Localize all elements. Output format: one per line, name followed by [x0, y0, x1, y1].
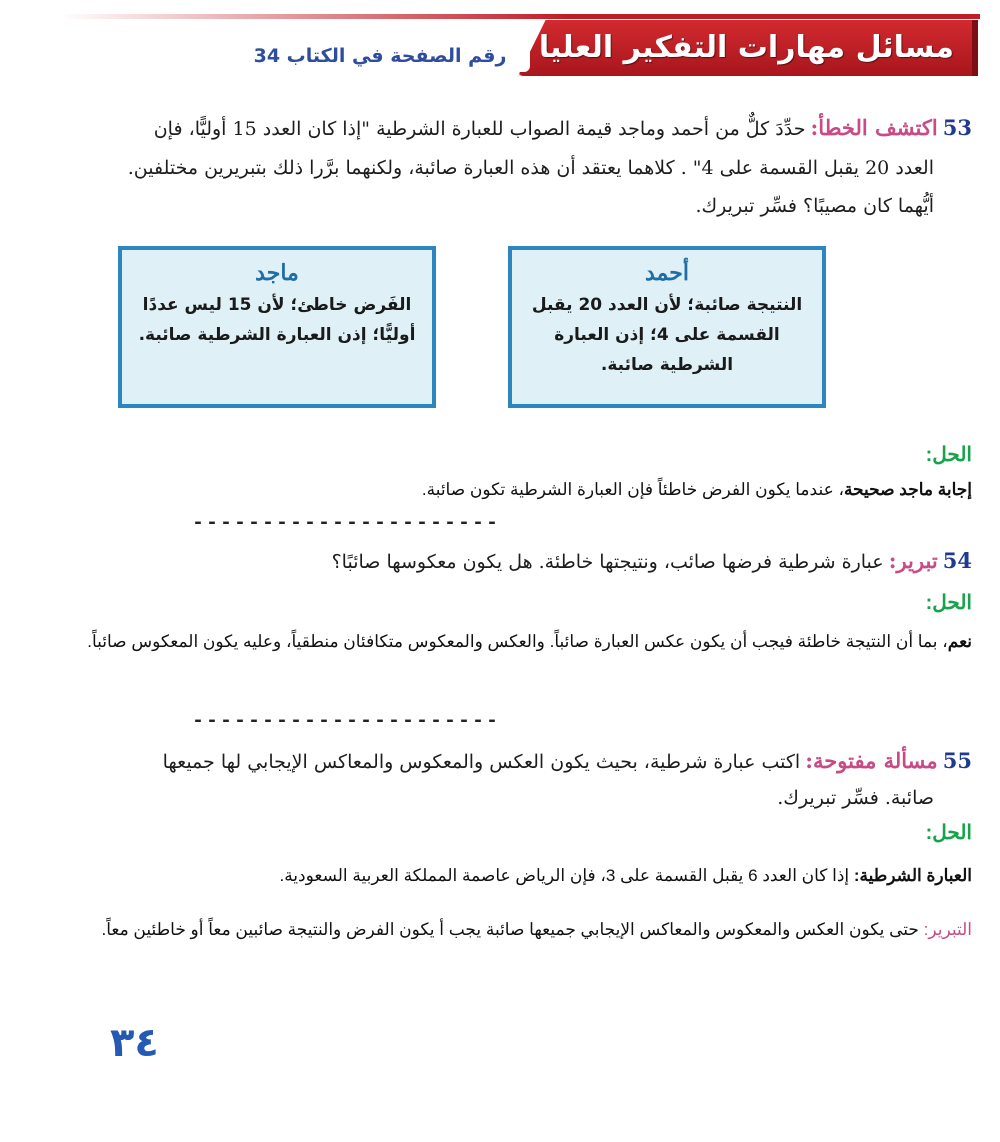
ahmed-text: النتيجة صائبة؛ لأن العدد 20 يقبل القسمة على 4؛ إذن العبارة الشرطية صائبة.: [531, 295, 803, 375]
header-banner-edge: [972, 20, 978, 76]
sol55-conditional: [28, 858, 972, 894]
separator-1: ----------------------: [191, 512, 500, 535]
q55-line2: [777, 782, 934, 814]
q55-label: مسألة مفتوحة:: [805, 748, 938, 773]
sol53-heading: الحل:: [925, 444, 972, 466]
sol54-rest: ، بما أن النتيجة خاطئة فيجب أن يكون عكس العبارة صائباً. والعكس والمعكوس متكافئان منطقياً، وعليه يكون المعكوس صائباً.: [87, 632, 948, 651]
sol55-reason-text: حتى يكون العكس والمعكوس والمعاكس الإيجابي جميعها صائبة يجب أ يكون الفرض والنتيجة صائبين معاً أو خاطئين معاً.: [101, 920, 924, 939]
q53-text-1: حدِّدَ كلٌّ من أحمد وماجد قيمة الصواب للعبارة الشرطية "إذا كان العدد 15 أوليًّا، فإن: [153, 118, 806, 140]
q55-text-1: اكتب عبارة شرطية، بحيث يكون العكس والمعكوس والمعاكس الإيجابي لها جميعها: [162, 751, 801, 773]
q53-text-3: أيُّهما كان مصيبًا؟ فسِّر تبريرك.: [695, 195, 934, 217]
separator-2: ----------------------: [191, 710, 500, 733]
q55-number: 55: [942, 748, 972, 773]
q53-label: اكتشف الخطأ:: [810, 115, 938, 140]
ahmed-card: [508, 246, 826, 408]
sol55-reason-label: التبرير:: [923, 920, 972, 939]
sol55-cond-label: العبارة الشرطية:: [853, 866, 972, 885]
q53-line2: [128, 152, 934, 184]
q53-number: 53: [942, 115, 972, 140]
q55-text-2: صائبة. فسِّر تبريرك.: [777, 787, 934, 809]
sol55-heading: الحل:: [925, 822, 972, 844]
q54-number: 54: [942, 548, 972, 573]
header-rule: [60, 14, 980, 19]
sol55-reason: [28, 912, 972, 948]
q54-text: عبارة شرطية فرضها صائب، ونتيجتها خاطئة. هل يكون معكوسها صائبًا؟: [331, 551, 884, 573]
sol54-text: [28, 624, 972, 660]
sol54-bold: نعم: [947, 632, 972, 651]
page-subtitle: رقم الصفحة في الكتاب 34: [253, 45, 507, 67]
q55-line1: [163, 745, 972, 777]
page-number: ٣٤: [110, 1020, 159, 1066]
page-title: مسائل مهارات التفكير العليا: [538, 30, 954, 65]
q53-line1: [154, 112, 972, 144]
sol53-text: [28, 472, 972, 508]
majed-name: ماجد: [255, 260, 299, 286]
majed-card: [118, 246, 436, 408]
sol53-rest: ، عندما يكون الفرض خاطئاً فإن العبارة الشرطية تكون صائبة.: [421, 480, 844, 499]
q54-line: [332, 545, 972, 577]
sol53-bold: إجابة ماجد صحيحة: [843, 480, 972, 499]
majed-text: الفَرض خاطئ؛ لأن 15 ليس عددًا أوليًّا؛ إذن العبارة الشرطية صائبة.: [138, 295, 416, 345]
sol54-heading: الحل:: [925, 592, 972, 614]
q53-text-2: العدد 20 يقبل القسمة على 4" . كلاهما يعتقد أن هذه العبارة صائبة، ولكنهما برَّرا ذلك بتبريرين مختلفين.: [127, 157, 934, 179]
ahmed-name: أحمد: [645, 260, 689, 286]
sol55-cond-text: إذا كان العدد 6 يقبل القسمة على 3، فإن الرياض عاصمة المملكة العربية السعودية.: [279, 866, 854, 885]
q53-line3: [695, 190, 934, 222]
q54-label: تبرير:: [888, 548, 938, 573]
